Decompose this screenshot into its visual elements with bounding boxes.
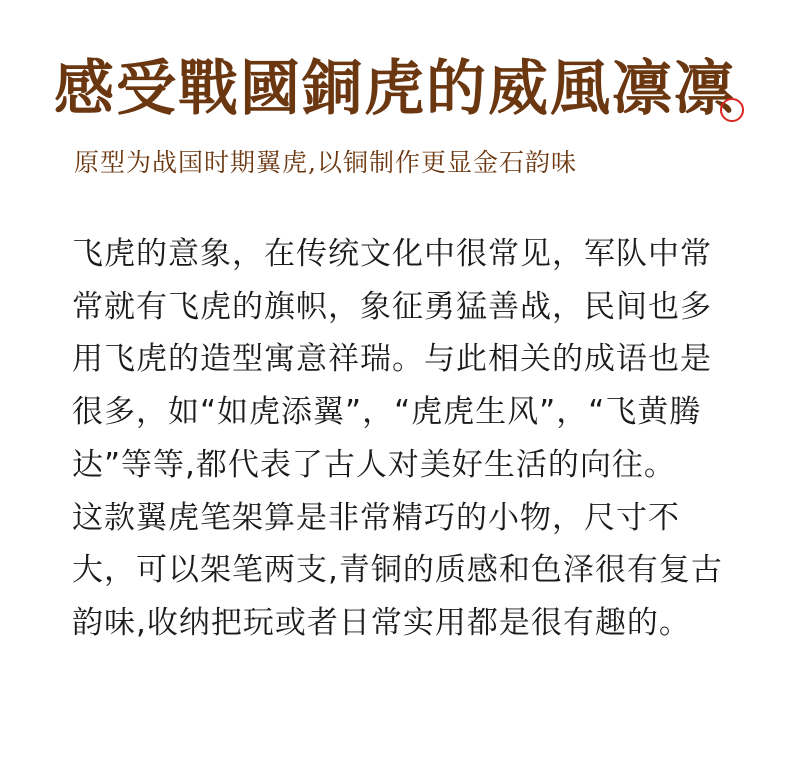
paragraph-intro: 飞虎的意象，在传统文化中很常见，军队中常常就有飞虎的旗帜，象征勇猛善战，民间也多用飞虎的造型寓意祥瑞。与此相关的成语也是很多，如“如虎添翼”，“虎虎生风”，“飞黄腾达”等等,都代表了古人对美好生活的向往。 xyxy=(72,236,712,483)
title-container xyxy=(0,52,790,126)
page-title-text: 感受戰國銅虎的威風凛凛 xyxy=(54,54,736,124)
red-seal-mark xyxy=(720,98,744,122)
paragraph-product: 这款翼虎笔架算是非常精巧的小物，尺寸不大，可以架笔两支,青铜的质感和色泽很有复古韵味,收纳把玩或者日常实用都是很有趣的。 xyxy=(72,499,723,641)
page-subtitle: 原型为战国时期翼虎,以铜制作更显金石韵味 xyxy=(74,148,577,177)
body-text xyxy=(72,228,726,650)
page-title xyxy=(54,52,736,126)
